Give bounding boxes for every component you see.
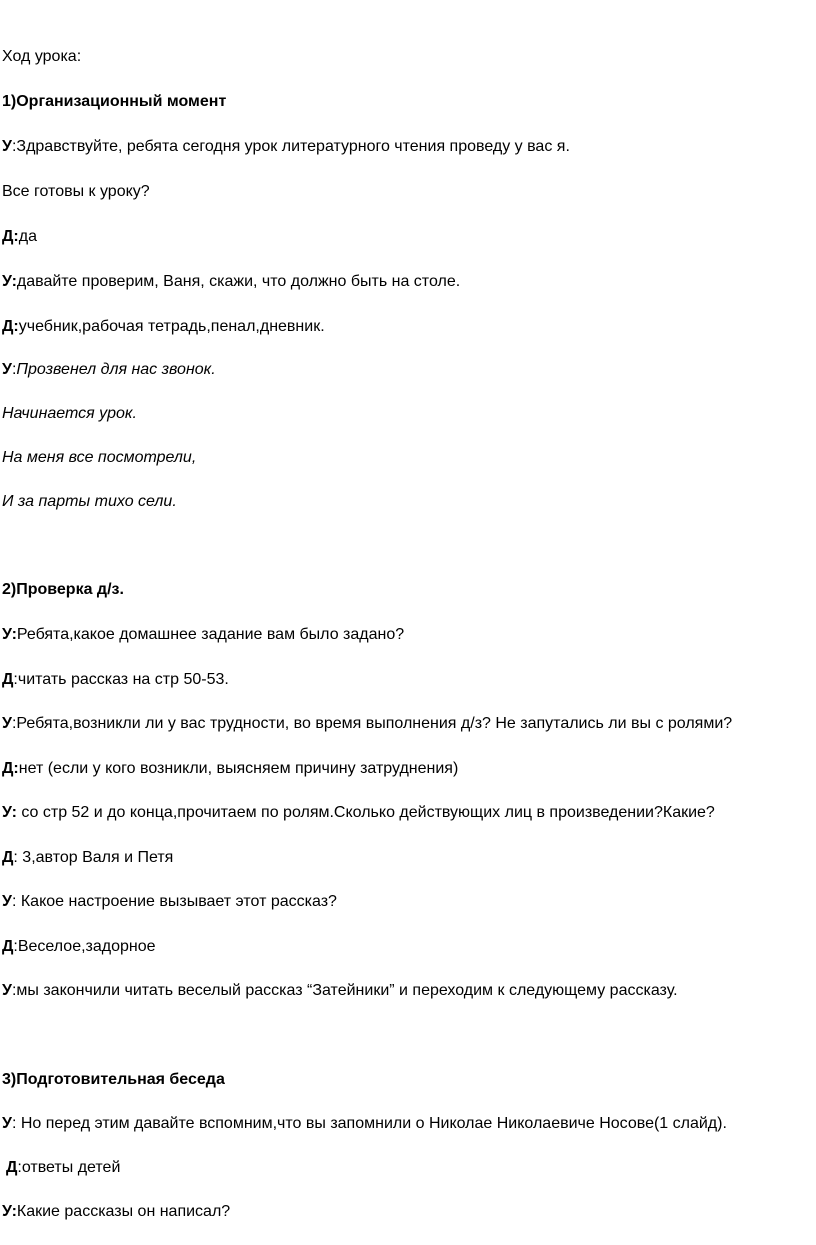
dialogue-line bbox=[2, 892, 337, 912]
line-text: Все готовы к уроку? bbox=[2, 183, 150, 200]
dialogue-line: У: со стр 52 и до конца,прочитаем по ролям.Сколько действующих лиц в произведении?Какие? bbox=[2, 804, 715, 821]
line-text: : Какое настроение вызывает этот рассказ? bbox=[11, 893, 337, 910]
line-text: со стр 52 и до конца,прочитаем по ролям.Сколько действующих лиц в произведении?Какие? bbox=[16, 804, 715, 821]
speaker-label: У bbox=[2, 982, 12, 999]
line-text: да bbox=[18, 228, 37, 245]
line-text: :мы закончили читать веселый рассказ “Затейники” и переходим к следующему рассказу. bbox=[11, 982, 678, 999]
section-heading-homework-check: 2)Проверка д/з. bbox=[2, 581, 124, 598]
dialogue-line: У:Прозвенел для нас звонок. bbox=[2, 361, 216, 378]
speaker-label: У bbox=[2, 1203, 12, 1220]
dialogue-line: У:Ребята,какое домашнее задание вам было задано? bbox=[2, 626, 405, 643]
poem-line: На меня все посмотрели, bbox=[2, 449, 197, 466]
speaker-label: У bbox=[2, 804, 12, 821]
poem-line: Начинается урок. bbox=[2, 405, 137, 422]
line-text: давайте проверим, Ваня, скажи, что должно быть на столе. bbox=[16, 273, 461, 290]
speaker-label: У bbox=[2, 626, 12, 643]
dialogue-line bbox=[2, 937, 156, 957]
section-heading-organizational: 1)Организационный момент bbox=[2, 93, 227, 110]
dialogue-line bbox=[2, 1114, 727, 1134]
line-text: учебник,рабочая тетрадь,пенал,дневник. bbox=[18, 318, 325, 335]
line-text: читать рассказ на стр 50-53. bbox=[17, 671, 229, 688]
dialogue-line: Д:да bbox=[2, 228, 37, 245]
dialogue-line: У:Ребята,возникли ли у вас трудности, во время выполнения д/з? Не запутались ли вы с ролями? bbox=[2, 715, 733, 732]
line-text: Ребята,какое домашнее задание вам было задано? bbox=[16, 626, 405, 643]
section-heading-preparatory-talk: 3)Подготовительная беседа bbox=[2, 1071, 225, 1088]
speaker-label: Д bbox=[6, 1159, 18, 1176]
speaker-label: У bbox=[2, 893, 12, 910]
line-text: нет (если у кого возникли, выясняем причину затруднения) bbox=[18, 760, 459, 777]
speaker-label: У bbox=[2, 361, 12, 378]
line-text: Здравствуйте, ребята сегодня урок литературного чтения проведу у вас я. bbox=[16, 138, 570, 155]
speaker-label: У bbox=[2, 715, 12, 732]
dialogue-line: У:Какие рассказы он написал? bbox=[2, 1203, 231, 1220]
speaker-label: Д bbox=[2, 849, 14, 866]
dialogue-line bbox=[2, 981, 678, 1001]
dialogue-line bbox=[2, 848, 173, 868]
dialogue-line bbox=[2, 182, 150, 202]
speaker-label: У bbox=[2, 1115, 12, 1132]
line-text: Ребята,возникли ли у вас трудности, во время выполнения д/з? Не запутались ли вы с ролями? bbox=[16, 715, 733, 732]
dialogue-line bbox=[6, 1158, 120, 1178]
speaker-label: Д bbox=[2, 318, 14, 335]
poem-line: Прозвенел для нас звонок. bbox=[16, 361, 216, 378]
poem-line: И за парты тихо сели. bbox=[2, 493, 177, 510]
dialogue-line: Д:нет (если у кого возникли, выясняем причину затруднения) bbox=[2, 760, 459, 777]
speaker-label: Д bbox=[2, 228, 14, 245]
line-text: Какие рассказы он написал? bbox=[16, 1203, 231, 1220]
speaker-label: Д bbox=[2, 938, 14, 955]
line-text: :Веселое,задорное bbox=[13, 938, 156, 955]
speaker-label: Д bbox=[2, 760, 14, 777]
dialogue-line: Д:читать рассказ на стр 50-53. bbox=[2, 671, 229, 688]
speaker-label: У bbox=[2, 273, 12, 290]
dialogue-line: У:Здравствуйте, ребята сегодня урок литературного чтения проведу у вас я. bbox=[2, 138, 570, 155]
line-text: :ответы детей bbox=[17, 1159, 121, 1176]
speaker-label: У bbox=[2, 138, 12, 155]
dialogue-line: У:давайте проверим, Ваня, скажи, что должно быть на столе. bbox=[2, 273, 461, 290]
lesson-flow-title: Ход урока: bbox=[2, 48, 82, 65]
speaker-label: Д bbox=[2, 671, 14, 688]
line-text: : 3,автор Валя и Петя bbox=[13, 849, 174, 866]
dialogue-line: Д:учебник,рабочая тетрадь,пенал,дневник. bbox=[2, 318, 325, 335]
line-text: : Но перед этим давайте вспомним,что вы запомнили о Николае Николаевиче Носове(1 слайд). bbox=[11, 1115, 727, 1132]
